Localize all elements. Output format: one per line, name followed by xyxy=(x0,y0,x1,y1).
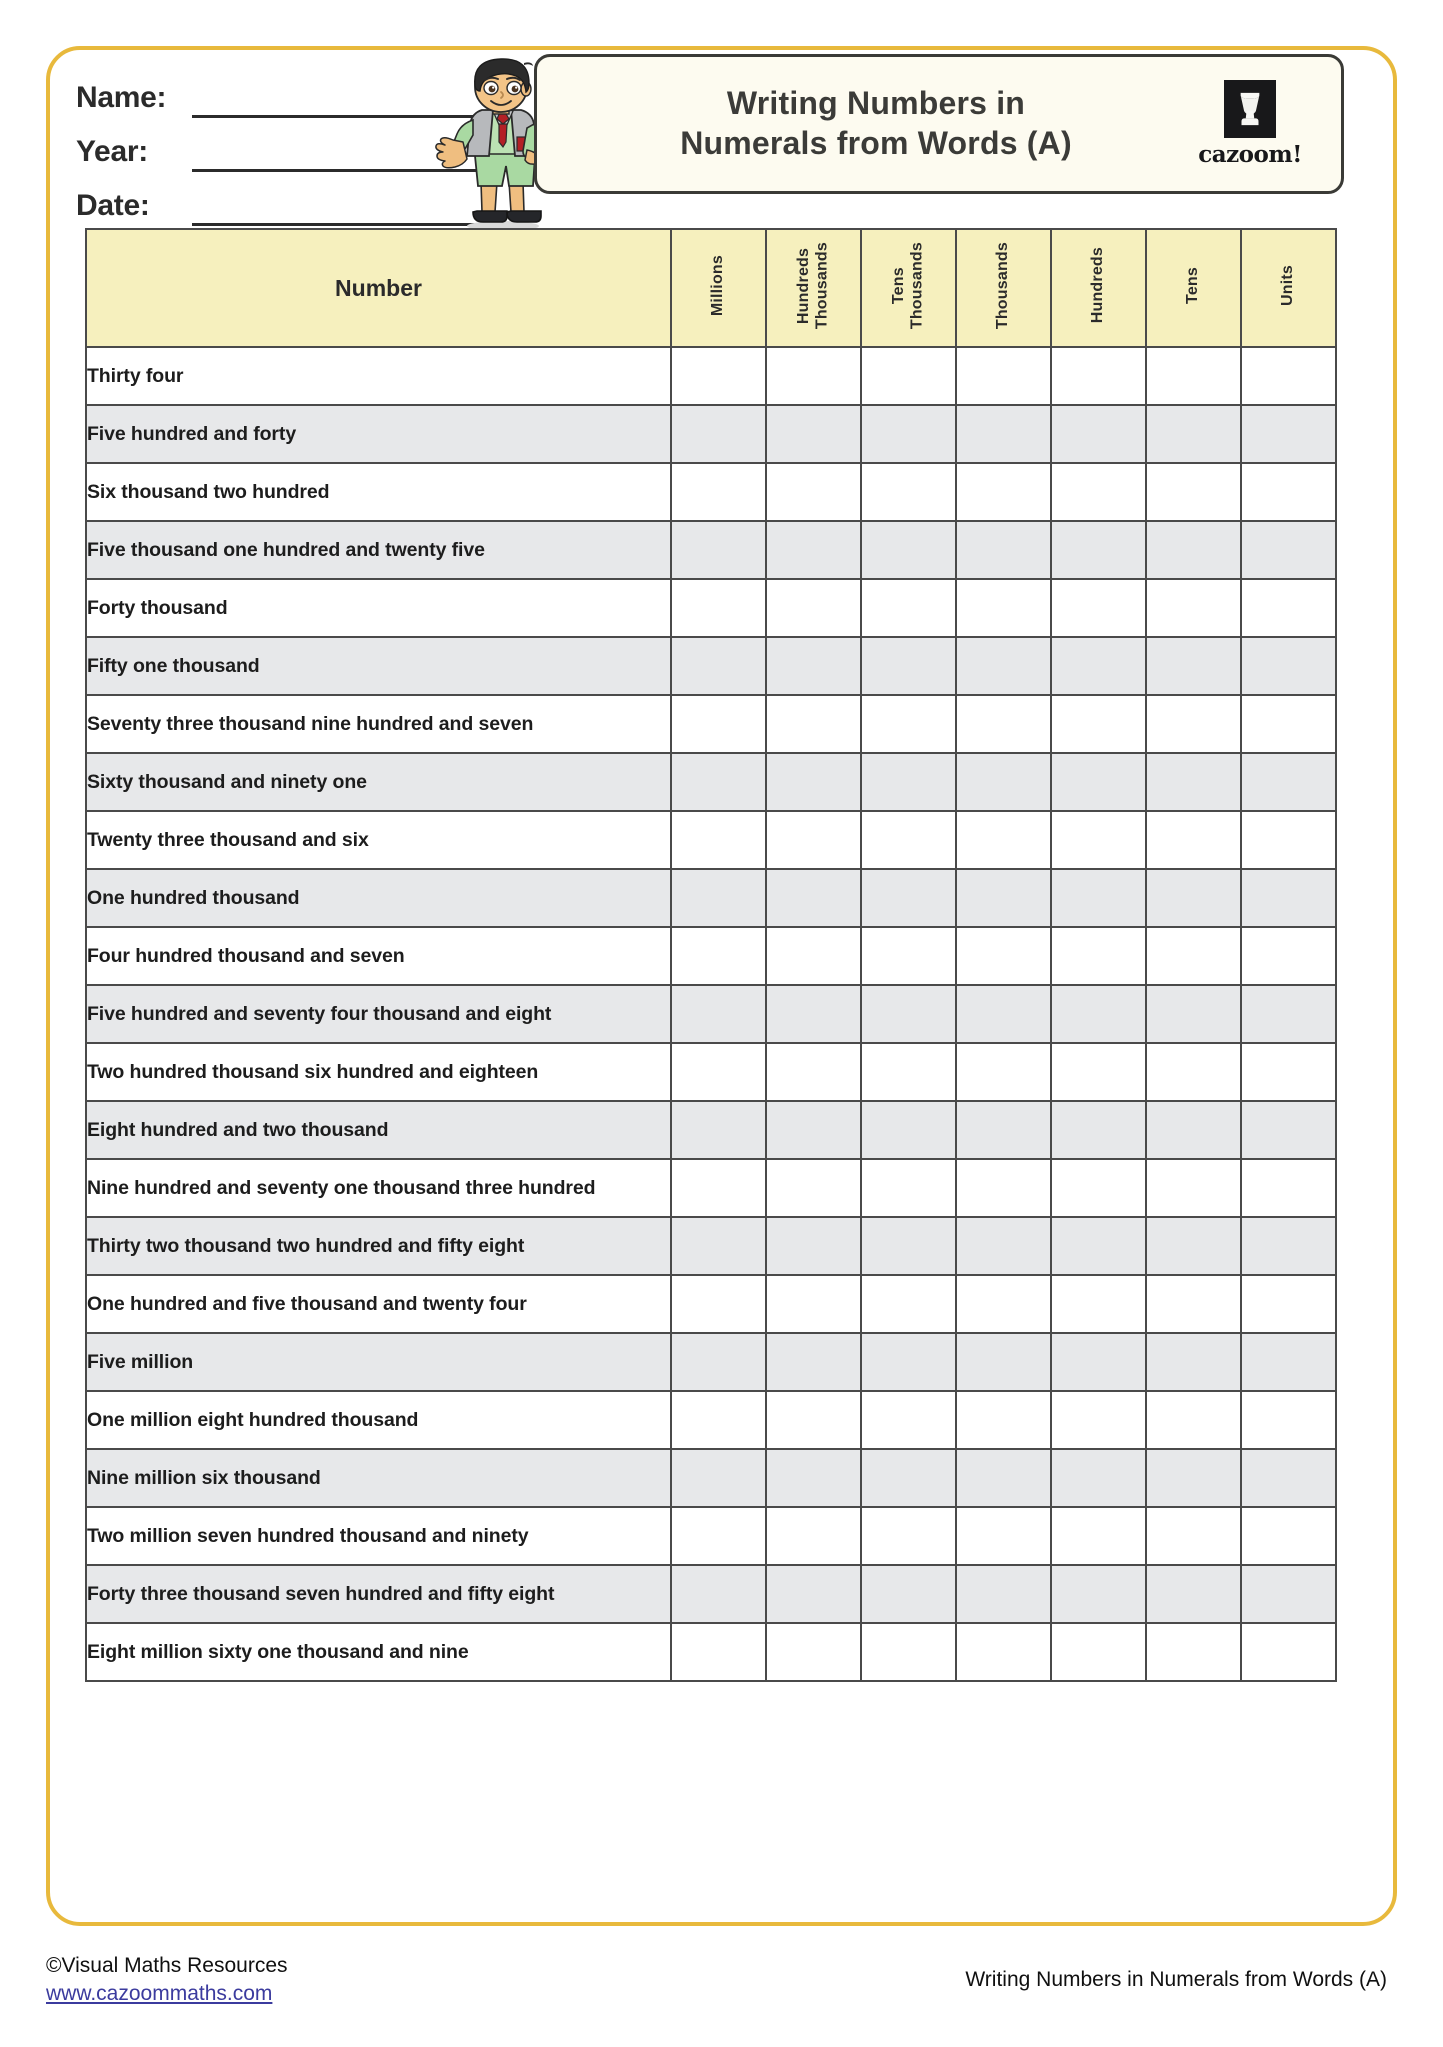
number-in-words-cell: Thirty four xyxy=(86,347,671,405)
answer-cell-tens-thousands[interactable] xyxy=(861,695,956,753)
table-row xyxy=(86,405,1336,463)
column-header-millions: Millions xyxy=(671,229,766,347)
answer-cell-tens[interactable] xyxy=(1146,1159,1241,1217)
answer-cell-units[interactable] xyxy=(1241,1275,1336,1333)
worksheet-title-box xyxy=(534,54,1344,194)
answer-cell-thousands[interactable] xyxy=(956,1507,1051,1565)
footer-worksheet-name: Writing Numbers in Numerals from Words (A) xyxy=(965,1968,1387,1991)
answer-cell-hundreds[interactable] xyxy=(1051,405,1146,463)
number-in-words-cell: Thirty two thousand two hundred and fifty eight xyxy=(86,1217,671,1275)
answer-cell-hundreds[interactable] xyxy=(1051,1275,1146,1333)
answer-cell-hundreds-thousands[interactable] xyxy=(766,695,861,753)
table-row xyxy=(86,1449,1336,1507)
number-in-words-cell: Forty thousand xyxy=(86,579,671,637)
website-link[interactable]: www.cazoommaths.com xyxy=(46,1981,273,2005)
drum-icon xyxy=(1224,80,1276,138)
answer-cell-tens-thousands[interactable] xyxy=(861,521,956,579)
table-row xyxy=(86,1565,1336,1623)
answer-cell-thousands[interactable] xyxy=(956,1159,1051,1217)
answer-cell-tens[interactable] xyxy=(1146,869,1241,927)
answer-cell-millions[interactable] xyxy=(671,1565,766,1623)
answer-cell-tens-thousands[interactable] xyxy=(861,579,956,637)
number-in-words-cell: Two million seven hundred thousand and ninety xyxy=(86,1507,671,1565)
answer-cell-thousands[interactable] xyxy=(956,869,1051,927)
answer-cell-hundreds[interactable] xyxy=(1051,579,1146,637)
answer-cell-millions[interactable] xyxy=(671,1507,766,1565)
answer-cell-units[interactable] xyxy=(1241,1333,1336,1391)
answer-cell-units[interactable] xyxy=(1241,463,1336,521)
answer-cell-millions[interactable] xyxy=(671,1217,766,1275)
answer-cell-units[interactable] xyxy=(1241,405,1336,463)
answer-cell-millions[interactable] xyxy=(671,637,766,695)
answer-cell-tens[interactable] xyxy=(1146,1275,1241,1333)
answer-cell-thousands[interactable] xyxy=(956,405,1051,463)
answer-cell-thousands[interactable] xyxy=(956,985,1051,1043)
number-in-words-cell: Five thousand one hundred and twenty five xyxy=(86,521,671,579)
table-header-row xyxy=(86,229,1336,347)
answer-cell-hundreds-thousands[interactable] xyxy=(766,521,861,579)
answer-cell-hundreds[interactable] xyxy=(1051,1217,1146,1275)
answer-cell-thousands[interactable] xyxy=(956,637,1051,695)
answer-cell-hundreds[interactable] xyxy=(1051,463,1146,521)
answer-cell-millions[interactable] xyxy=(671,463,766,521)
answer-cell-tens[interactable] xyxy=(1146,1507,1241,1565)
copyright-notice: ©Visual Maths Resources xyxy=(46,1954,288,1977)
answer-cell-hundreds-thousands[interactable] xyxy=(766,1159,861,1217)
column-header-number: Number xyxy=(86,229,671,347)
answer-cell-tens[interactable] xyxy=(1146,985,1241,1043)
answer-cell-hundreds-thousands[interactable] xyxy=(766,753,861,811)
answer-cell-thousands[interactable] xyxy=(956,347,1051,405)
number-in-words-cell: Five million xyxy=(86,1333,671,1391)
answer-cell-tens[interactable] xyxy=(1146,1565,1241,1623)
answer-cell-hundreds[interactable] xyxy=(1051,1623,1146,1681)
answer-cell-millions[interactable] xyxy=(671,347,766,405)
table-header xyxy=(86,229,1336,347)
table-row xyxy=(86,1333,1336,1391)
answer-cell-hundreds-thousands[interactable] xyxy=(766,637,861,695)
answer-cell-tens-thousands[interactable] xyxy=(861,1391,956,1449)
table-row xyxy=(86,1101,1336,1159)
answer-cell-hundreds-thousands[interactable] xyxy=(766,1623,861,1681)
answer-cell-tens[interactable] xyxy=(1146,1333,1241,1391)
page-title: Writing Numbers in Numerals from Words (A) xyxy=(680,85,1072,161)
number-in-words-cell: Twenty three thousand and six xyxy=(86,811,671,869)
answer-cell-units[interactable] xyxy=(1241,869,1336,927)
answer-cell-tens[interactable] xyxy=(1146,1101,1241,1159)
number-in-words-cell: Fifty one thousand xyxy=(86,637,671,695)
brand-name: cazoom! xyxy=(1198,141,1302,168)
answer-cell-tens[interactable] xyxy=(1146,463,1241,521)
answer-cell-hundreds[interactable] xyxy=(1051,1565,1146,1623)
answer-cell-thousands[interactable] xyxy=(956,1101,1051,1159)
answer-cell-hundreds[interactable] xyxy=(1051,1449,1146,1507)
footer-left xyxy=(46,1953,288,2008)
answer-cell-tens-thousands[interactable] xyxy=(861,1333,956,1391)
table-row xyxy=(86,811,1336,869)
table-row xyxy=(86,695,1336,753)
answer-cell-thousands[interactable] xyxy=(956,1623,1051,1681)
number-in-words-cell: Five hundred and forty xyxy=(86,405,671,463)
answer-cell-units[interactable] xyxy=(1241,1391,1336,1449)
answer-cell-hundreds[interactable] xyxy=(1051,1391,1146,1449)
table-row xyxy=(86,1507,1336,1565)
answer-cell-millions[interactable] xyxy=(671,579,766,637)
answer-cell-hundreds[interactable] xyxy=(1051,521,1146,579)
answer-cell-hundreds[interactable] xyxy=(1051,985,1146,1043)
column-header-tens-thousands: Tens Thousands xyxy=(861,229,956,347)
answer-cell-hundreds-thousands[interactable] xyxy=(766,1275,861,1333)
answer-cell-tens-thousands[interactable] xyxy=(861,985,956,1043)
column-header-hundreds: Hundreds xyxy=(1051,229,1146,347)
answer-cell-hundreds-thousands[interactable] xyxy=(766,811,861,869)
column-header-hundreds-thousands: Hundreds Thousands xyxy=(766,229,861,347)
table-body xyxy=(86,347,1336,1681)
answer-cell-hundreds-thousands[interactable] xyxy=(766,463,861,521)
answer-cell-hundreds[interactable] xyxy=(1051,1159,1146,1217)
answer-cell-tens-thousands[interactable] xyxy=(861,811,956,869)
answer-cell-units[interactable] xyxy=(1241,1217,1336,1275)
answer-cell-hundreds-thousands[interactable] xyxy=(766,1043,861,1101)
answer-cell-units[interactable] xyxy=(1241,347,1336,405)
answer-cell-hundreds[interactable] xyxy=(1051,1043,1146,1101)
answer-cell-thousands[interactable] xyxy=(956,1217,1051,1275)
table-row xyxy=(86,579,1336,637)
table-row xyxy=(86,347,1336,405)
answer-cell-thousands[interactable] xyxy=(956,579,1051,637)
answer-cell-units[interactable] xyxy=(1241,637,1336,695)
answer-cell-units[interactable] xyxy=(1241,695,1336,753)
table-row xyxy=(86,637,1336,695)
answer-cell-millions[interactable] xyxy=(671,521,766,579)
answer-cell-thousands[interactable] xyxy=(956,463,1051,521)
answer-cell-units[interactable] xyxy=(1241,1159,1336,1217)
column-header-thousands: Thousands xyxy=(956,229,1051,347)
answer-cell-hundreds-thousands[interactable] xyxy=(766,1101,861,1159)
answer-cell-units[interactable] xyxy=(1241,1623,1336,1681)
answer-cell-hundreds-thousands[interactable] xyxy=(766,1391,861,1449)
answer-cell-tens[interactable] xyxy=(1146,405,1241,463)
answer-cell-tens-thousands[interactable] xyxy=(861,1043,956,1101)
number-in-words-cell: Seventy three thousand nine hundred and seven xyxy=(86,695,671,753)
place-value-worksheet-table xyxy=(85,228,1337,1682)
answer-cell-units[interactable] xyxy=(1241,1101,1336,1159)
number-in-words-cell: Eight million sixty one thousand and nine xyxy=(86,1623,671,1681)
answer-cell-tens[interactable] xyxy=(1146,695,1241,753)
answer-cell-hundreds[interactable] xyxy=(1051,695,1146,753)
answer-cell-hundreds-thousands[interactable] xyxy=(766,1565,861,1623)
number-in-words-cell: One hundred and five thousand and twenty four xyxy=(86,1275,671,1333)
table-row xyxy=(86,1043,1336,1101)
name-label: Name: xyxy=(76,81,167,114)
answer-cell-units[interactable] xyxy=(1241,1507,1336,1565)
number-in-words-cell: Six thousand two hundred xyxy=(86,463,671,521)
cazoom-logo xyxy=(1175,80,1325,168)
answer-cell-hundreds-thousands[interactable] xyxy=(766,1449,861,1507)
answer-cell-tens-thousands[interactable] xyxy=(861,1159,956,1217)
answer-cell-tens[interactable] xyxy=(1146,811,1241,869)
answer-cell-thousands[interactable] xyxy=(956,1391,1051,1449)
answer-cell-hundreds-thousands[interactable] xyxy=(766,347,861,405)
answer-cell-millions[interactable] xyxy=(671,1391,766,1449)
answer-cell-millions[interactable] xyxy=(671,985,766,1043)
table-row xyxy=(86,1217,1336,1275)
answer-cell-tens[interactable] xyxy=(1146,1449,1241,1507)
answer-cell-millions[interactable] xyxy=(671,1101,766,1159)
answer-cell-hundreds[interactable] xyxy=(1051,637,1146,695)
answer-cell-millions[interactable] xyxy=(671,1333,766,1391)
date-label: Date: xyxy=(76,189,150,222)
answer-cell-hundreds[interactable] xyxy=(1051,1507,1146,1565)
column-header-units: Units xyxy=(1241,229,1336,347)
answer-cell-units[interactable] xyxy=(1241,1043,1336,1101)
answer-cell-tens[interactable] xyxy=(1146,347,1241,405)
answer-cell-hundreds-thousands[interactable] xyxy=(766,869,861,927)
answer-cell-thousands[interactable] xyxy=(956,695,1051,753)
answer-cell-millions[interactable] xyxy=(671,927,766,985)
answer-cell-tens[interactable] xyxy=(1146,1391,1241,1449)
table-row xyxy=(86,1159,1336,1217)
answer-cell-tens-thousands[interactable] xyxy=(861,405,956,463)
answer-cell-tens-thousands[interactable] xyxy=(861,1623,956,1681)
answer-cell-thousands[interactable] xyxy=(956,521,1051,579)
answer-cell-hundreds-thousands[interactable] xyxy=(766,1333,861,1391)
table-row xyxy=(86,521,1336,579)
table-row xyxy=(86,1623,1336,1681)
answer-cell-tens[interactable] xyxy=(1146,753,1241,811)
answer-cell-hundreds[interactable] xyxy=(1051,927,1146,985)
answer-cell-hundreds-thousands[interactable] xyxy=(766,1507,861,1565)
answer-cell-tens-thousands[interactable] xyxy=(861,347,956,405)
table-row xyxy=(86,753,1336,811)
number-in-words-cell: Five hundred and seventy four thousand and eight xyxy=(86,985,671,1043)
answer-cell-millions[interactable] xyxy=(671,869,766,927)
table-row xyxy=(86,927,1336,985)
answer-cell-hundreds-thousands[interactable] xyxy=(766,1217,861,1275)
answer-cell-thousands[interactable] xyxy=(956,927,1051,985)
answer-cell-tens-thousands[interactable] xyxy=(861,1275,956,1333)
answer-cell-tens-thousands[interactable] xyxy=(861,1217,956,1275)
number-in-words-cell: Forty three thousand seven hundred and fifty eight xyxy=(86,1565,671,1623)
answer-cell-millions[interactable] xyxy=(671,753,766,811)
table-row xyxy=(86,1391,1336,1449)
answer-cell-hundreds-thousands[interactable] xyxy=(766,579,861,637)
table-row xyxy=(86,869,1336,927)
answer-cell-hundreds[interactable] xyxy=(1051,811,1146,869)
answer-cell-tens[interactable] xyxy=(1146,637,1241,695)
answer-cell-thousands[interactable] xyxy=(956,1565,1051,1623)
answer-cell-units[interactable] xyxy=(1241,753,1336,811)
answer-cell-tens-thousands[interactable] xyxy=(861,463,956,521)
answer-cell-tens[interactable] xyxy=(1146,579,1241,637)
answer-cell-thousands[interactable] xyxy=(956,753,1051,811)
answer-cell-units[interactable] xyxy=(1241,1449,1336,1507)
table-row xyxy=(86,1275,1336,1333)
answer-cell-millions[interactable] xyxy=(671,1043,766,1101)
number-in-words-cell: Two hundred thousand six hundred and eighteen xyxy=(86,1043,671,1101)
answer-cell-tens-thousands[interactable] xyxy=(861,1101,956,1159)
answer-cell-thousands[interactable] xyxy=(956,811,1051,869)
answer-cell-thousands[interactable] xyxy=(956,1449,1051,1507)
answer-cell-thousands[interactable] xyxy=(956,1275,1051,1333)
answer-cell-millions[interactable] xyxy=(671,811,766,869)
answer-cell-tens[interactable] xyxy=(1146,521,1241,579)
answer-cell-millions[interactable] xyxy=(671,405,766,463)
number-in-words-cell: One million eight hundred thousand xyxy=(86,1391,671,1449)
table-row xyxy=(86,463,1336,521)
number-in-words-cell: Nine million six thousand xyxy=(86,1449,671,1507)
answer-cell-tens[interactable] xyxy=(1146,927,1241,985)
worksheet-footer xyxy=(46,1953,1397,2033)
answer-cell-units[interactable] xyxy=(1241,811,1336,869)
answer-cell-tens-thousands[interactable] xyxy=(861,637,956,695)
answer-cell-thousands[interactable] xyxy=(956,1043,1051,1101)
answer-cell-hundreds-thousands[interactable] xyxy=(766,985,861,1043)
year-label: Year: xyxy=(76,135,148,168)
answer-cell-tens-thousands[interactable] xyxy=(861,1565,956,1623)
number-in-words-cell: Nine hundred and seventy one thousand three hundred xyxy=(86,1159,671,1217)
number-in-words-cell: One hundred thousand xyxy=(86,869,671,927)
answer-cell-millions[interactable] xyxy=(671,1449,766,1507)
column-header-tens: Tens xyxy=(1146,229,1241,347)
answer-cell-hundreds[interactable] xyxy=(1051,1101,1146,1159)
answer-cell-thousands[interactable] xyxy=(956,1333,1051,1391)
answer-cell-hundreds[interactable] xyxy=(1051,753,1146,811)
answer-cell-hundreds-thousands[interactable] xyxy=(766,927,861,985)
answer-cell-tens-thousands[interactable] xyxy=(861,927,956,985)
answer-cell-millions[interactable] xyxy=(671,1159,766,1217)
answer-cell-hundreds[interactable] xyxy=(1051,869,1146,927)
answer-cell-millions[interactable] xyxy=(671,695,766,753)
answer-cell-tens-thousands[interactable] xyxy=(861,869,956,927)
number-in-words-cell: Eight hundred and two thousand xyxy=(86,1101,671,1159)
answer-cell-units[interactable] xyxy=(1241,1565,1336,1623)
answer-cell-tens[interactable] xyxy=(1146,1043,1241,1101)
number-in-words-cell: Sixty thousand and ninety one xyxy=(86,753,671,811)
table-row xyxy=(86,985,1336,1043)
answer-cell-units[interactable] xyxy=(1241,521,1336,579)
answer-cell-units[interactable] xyxy=(1241,927,1336,985)
answer-cell-hundreds-thousands[interactable] xyxy=(766,405,861,463)
number-in-words-cell: Four hundred thousand and seven xyxy=(86,927,671,985)
answer-cell-tens-thousands[interactable] xyxy=(861,753,956,811)
answer-cell-tens-thousands[interactable] xyxy=(861,1449,956,1507)
answer-cell-tens-thousands[interactable] xyxy=(861,1507,956,1565)
answer-cell-tens[interactable] xyxy=(1146,1217,1241,1275)
answer-cell-hundreds[interactable] xyxy=(1051,347,1146,405)
answer-cell-millions[interactable] xyxy=(671,1275,766,1333)
answer-cell-tens[interactable] xyxy=(1146,1623,1241,1681)
answer-cell-units[interactable] xyxy=(1241,985,1336,1043)
answer-cell-hundreds[interactable] xyxy=(1051,1333,1146,1391)
answer-cell-millions[interactable] xyxy=(671,1623,766,1681)
answer-cell-units[interactable] xyxy=(1241,579,1336,637)
